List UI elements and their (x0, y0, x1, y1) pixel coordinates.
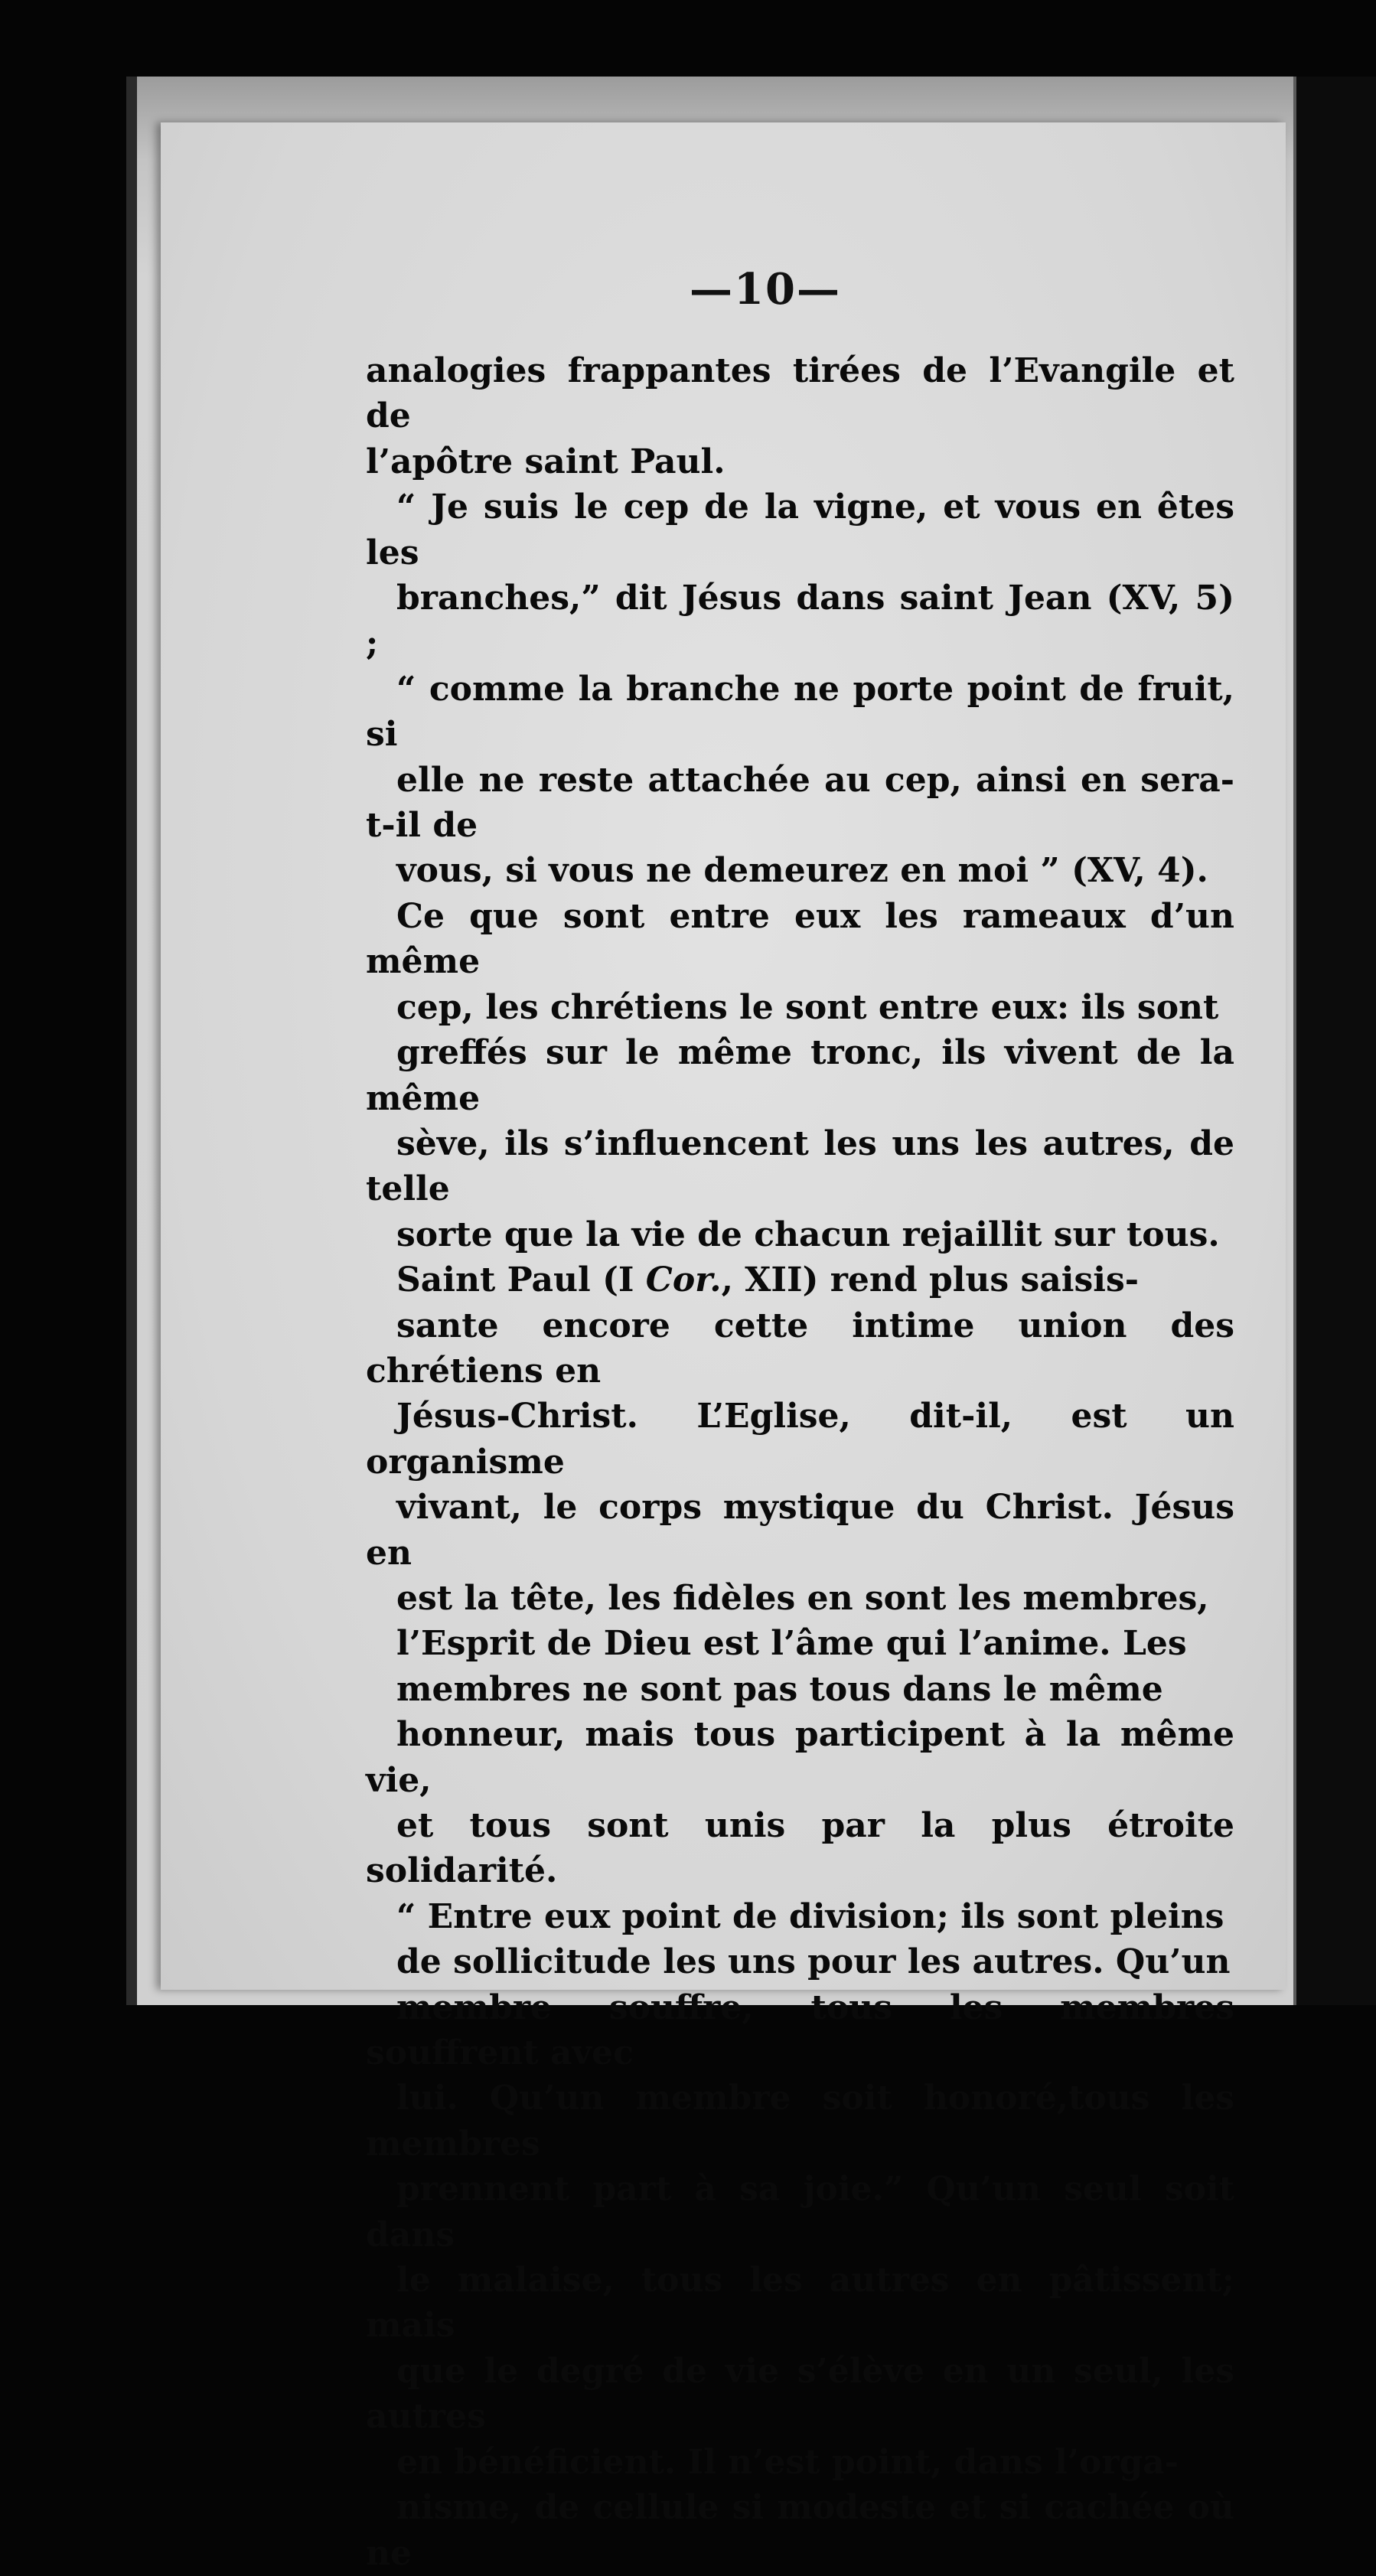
text-line: de sollicitude les uns pour les autres. Qu’un (396, 1942, 1231, 1982)
text-line: cep, les chrétiens le sont entre eux: ils sont (396, 987, 1219, 1027)
text-line: sante encore cette intime union des chrétiens en (366, 1306, 1234, 1391)
facing-page-edge (1293, 77, 1376, 2005)
text-line: l’Esprit de Dieu est l’âme qui l’anime. Les (396, 1624, 1187, 1664)
text-line: “ Entre eux point de division; ils sont pleins (396, 1896, 1224, 1936)
paragraph-1 (366, 348, 1234, 484)
text-line: que le degré de vie s’élève en un seul, les autres (366, 2351, 1234, 2437)
text-line: le malaise, tous les autres en pâtissent; mais (366, 2261, 1234, 2346)
text-fragment: Saint Paul (I (396, 1260, 646, 1300)
text-line: sorte que la vie de chacun rejaillit sur tous. (396, 1215, 1220, 1254)
text-line: membres ne sont pas tous dans le même (396, 1669, 1163, 1709)
text-line: greffés sur le même tronc, ils vivent de la même (366, 1033, 1234, 1118)
text-line: et tous sont unis par la plus étroite solidarité. (366, 1806, 1234, 1891)
text-fragment: , XII) rend plus saisis- (721, 1260, 1140, 1300)
paragraph-2 (366, 484, 1234, 1257)
text-line: l’apôtre saint Paul. (366, 442, 725, 481)
text-line: elle ne reste attachée au cep, ainsi en sera-t-il de (366, 760, 1234, 846)
text-line: branches,” dit Jésus dans saint Jean (XV, 5) ; (366, 579, 1234, 664)
text-line: “ comme la branche ne porte point de fruit, si (366, 669, 1234, 755)
text-line: sève, ils s’influencent les uns les autres, de telle (366, 1123, 1234, 1209)
text-line: prennent part à sa joie.” Qu’un seul soit dans (366, 2170, 1234, 2255)
text-line: est la tête, les fidèles en sont les membres, (396, 1578, 1209, 1618)
text-line: Jésus-Christ. L’Eglise, dit-il, est un organisme (366, 1397, 1234, 1482)
text-line: nisme, de cellule si modeste et si cachée où ne (366, 2488, 1234, 2573)
page-number: —10— (690, 264, 841, 315)
text-line: “ Je suis le cep de la vigne, et vous en êtes les (366, 487, 1234, 572)
text-line: en bénéficient. Il n’est point, dans l’orga- (396, 2442, 1179, 2482)
text-line: membre souffre, tous les membres souffrent avec (366, 1987, 1234, 2073)
text-line: vivant, le corps mystique du Christ. Jésus en (366, 1488, 1234, 1573)
text-line (366, 1257, 1234, 1303)
paragraph-3 (366, 1257, 1234, 2576)
citation-italic: Cor. (645, 1260, 722, 1300)
text-line: honneur, mais tous participent à la même vie, (366, 1715, 1234, 1800)
text-line: Ce que sont entre eux les rameaux d’un même (366, 896, 1234, 982)
text-line: vous, si vous ne demeurez en moi ” (XV, 4). (396, 851, 1208, 891)
text-line: analogies frappantes tirées de l’Evangile et de (366, 351, 1234, 436)
body-text (366, 348, 1234, 2576)
text-line: lui. Qu’un membre soit honoré,tous les membres (366, 2079, 1234, 2164)
